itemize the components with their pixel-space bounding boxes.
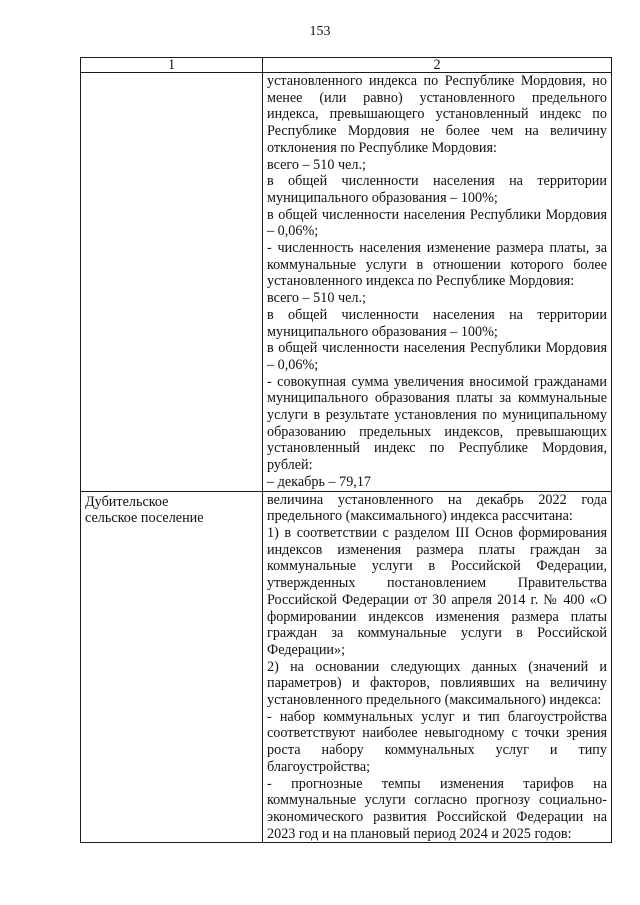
settlement-name-line: Дубительское	[85, 493, 169, 510]
column-header-1: 1	[81, 58, 263, 73]
table-row	[81, 73, 612, 492]
paragraph: всего – 510 чел.;	[267, 156, 366, 173]
paragraph: в общей численности населения на территории муниципального образования – 100%;	[267, 173, 607, 206]
column-header-2: 2	[263, 58, 612, 73]
row-2-description-cell	[263, 491, 612, 843]
document-table	[80, 57, 612, 843]
settlement-name-line: сельское поселение	[85, 510, 204, 527]
paragraph: в общей численности населения Республики Мордовия – 0,06%;	[267, 206, 607, 240]
table-row	[81, 491, 612, 843]
paragraph: 2) на основании следующих данных (значений и параметров) и факторов, повлиявших на величину установленного предельного (максимального) индекса:	[267, 658, 607, 709]
row-1-description-cell	[263, 73, 612, 492]
page-number: 153	[309, 24, 331, 39]
row-2-settlement-cell	[81, 491, 263, 843]
paragraph: - набор коммунальных услуг и тип благоустройства соответствуют наиболее невыгодному с точки зрения роста набору коммунальных услуг и типу благоустройства;	[267, 708, 607, 775]
paragraph: в общей численности населения Республики Мордовия – 0,06%;	[267, 340, 607, 373]
paragraph: - совокупная сумма увеличения вносимой гражданами муниципального образования платы за коммунальные услуги в результате установления по муниципальному образованию предельных индексов, превышающих установленный индекс по Республике Мордовия, рублей:	[267, 373, 607, 474]
paragraph: в общей численности населения на территории муниципального образования – 100%;	[267, 306, 607, 340]
paragraph: - прогнозные темпы изменения тарифов на коммунальные услуги согласно прогнозу социально-экономического развития Российской Федерации на 2023 год и на плановый период 2024 и 2025 годов:	[267, 775, 607, 842]
paragraph: 1) в соответствии с разделом III Основ формирования индексов изменения размера платы граждан за коммунальные услуги в Российской Федерации, утвержденных постановлением Правительства Российской Федерации от 30 апреля 2014 г. № 400 «О формировании индексов изменения размера платы граждан за коммунальные услуги в Российской Федерации»;	[267, 524, 607, 658]
table-header-row	[81, 58, 612, 73]
paragraph: – декабрь – 79,17	[267, 473, 372, 490]
row-1-settlement-cell	[81, 73, 263, 492]
paragraph: всего – 510 чел.;	[267, 290, 366, 307]
paragraph: - численность населения изменение размера платы, за коммунальные услуги в отношении которого более установленного индекса по Республике Мордовия:	[267, 240, 607, 290]
paragraph: величина установленного на декабрь 2022 года предельного (максимального) индекса рассчитана:	[267, 491, 607, 525]
paragraph: установленного индекса по Республике Мордовия, но менее (или равно) установленного предельного индекса, превышающего установленный индекс по Республике Мордовия не более чем на величину отклонения по Республике Мордовия:	[267, 73, 607, 156]
